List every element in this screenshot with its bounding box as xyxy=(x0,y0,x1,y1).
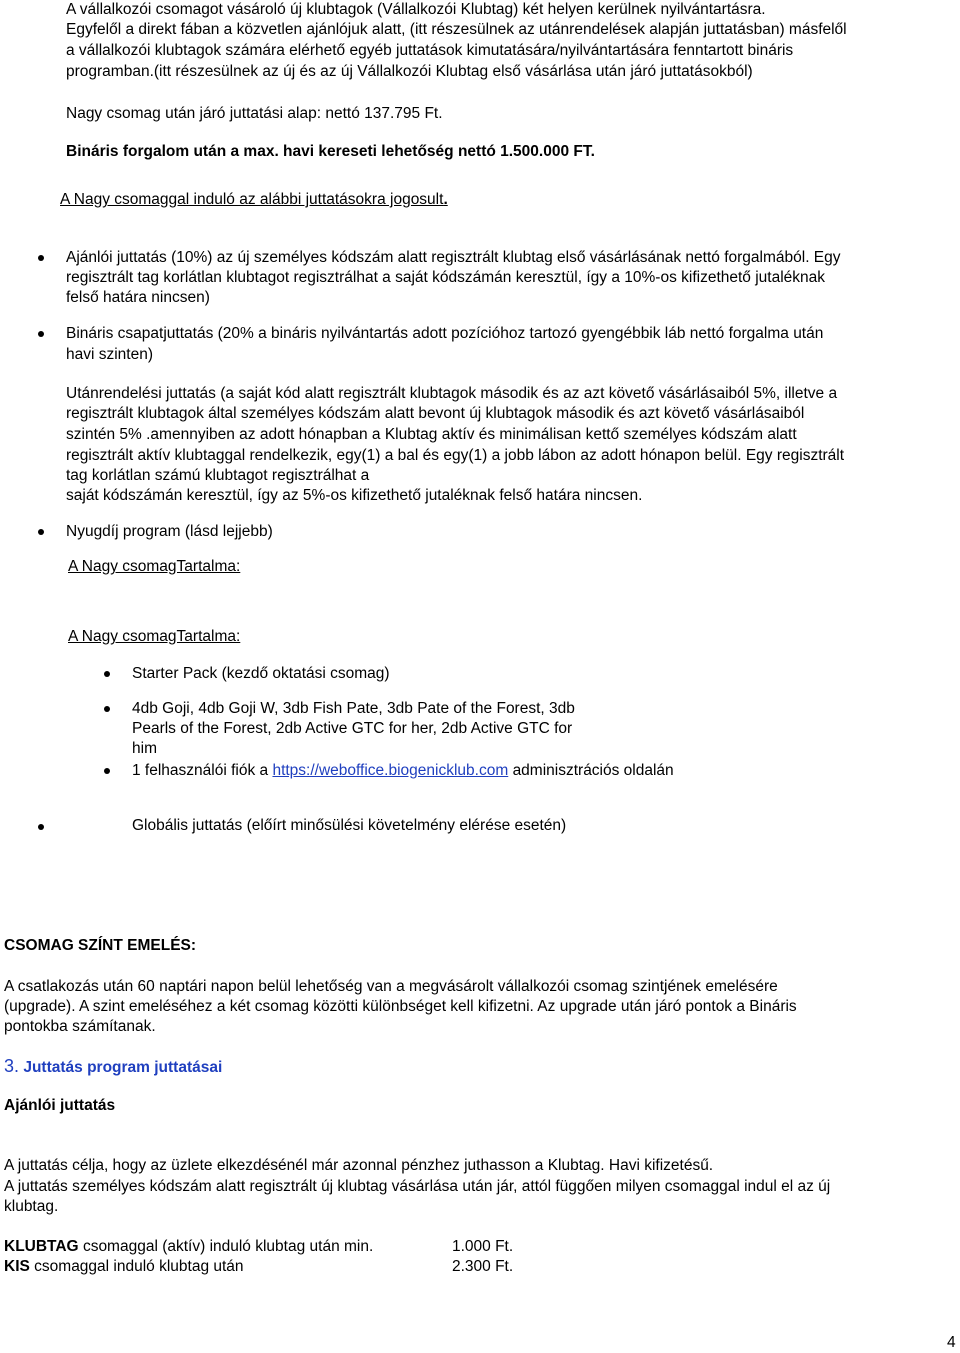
content-account xyxy=(132,761,674,781)
benefit-1-line-1: Ajánlói juttatás (10%) az új személyes kódszám alatt regisztrált klubtag első vásárlásának nettó forgalmából. Egy xyxy=(66,249,841,266)
package-desc: csomaggal (aktív) induló klubtag után min. xyxy=(82,1238,374,1255)
upgrade-heading: CSOMAG SZÍNT EMELÉS: xyxy=(4,937,197,954)
content-products-line-1: 4db Goji, 4db Goji W, 3db Fish Pate, 3db Pate of the Forest, 3db xyxy=(132,700,575,717)
binary-max-line: Bináris forgalom után a max. havi kereseti lehetőség nettó 1.500.000 FT. xyxy=(66,143,595,160)
eligibility-heading-text: A Nagy csomaggal induló az alábbi juttatásokra jogosult xyxy=(60,191,444,208)
content-heading-1: A Nagy csomagTartalma: xyxy=(68,558,241,575)
bullet-icon xyxy=(38,529,44,535)
upgrade-line-2: (upgrade). A szint emeléséhez a két csomag közötti különbséget kell kifizetni. Az upgrade után járó pontok a Bináris xyxy=(4,998,797,1015)
upgrade-line-3: pontokba számítanak. xyxy=(4,1018,156,1035)
benefit-1-line-3: felső határa nincsen) xyxy=(66,289,210,306)
account-prefix: 1 felhasználói fiók a xyxy=(132,762,269,779)
section-3-title: Juttatás program juttatásai xyxy=(23,1059,223,1076)
bullet-icon xyxy=(38,255,44,261)
reorder-line-2: regisztrált klubtagok által személyes kódszám alatt bevont új klubtagok második és azt követő vásárlásaiból xyxy=(66,405,805,422)
package-amount: 1.000 Ft. xyxy=(452,1238,514,1255)
referral-line-2: A juttatás személyes kódszám alatt regisztrált új klubtag vásárlása után jár, attól függően milyen csomaggal indul el az új xyxy=(4,1178,831,1195)
bullet-icon xyxy=(38,331,44,337)
intro-line-3: a vállalkozói klubtagok számára elérhető egyéb juttatások kimutatására/nyilvántartására fenntartott bináris xyxy=(66,42,794,59)
reorder-line-1: Utánrendelési juttatás (a saját kód alatt regisztrált klubtagok második és az azt követő vásárlásaiból 5%, illetve a xyxy=(66,385,838,402)
package-name: KLUBTAG xyxy=(4,1238,79,1255)
reorder-line-5: tag korlátlan számú klubtagot regisztrálhat a xyxy=(66,467,370,484)
content-starter-pack: Starter Pack (kezdő oktatási csomag) xyxy=(132,665,390,682)
benefit-2-line-1: Bináris csapatjuttatás (20% a bináris nyilvántartás adott pozícióhoz tartozó gyengébbik láb nettó forgalma után xyxy=(66,325,824,342)
page-number: 4 xyxy=(947,1334,956,1351)
package-row xyxy=(4,1237,373,1257)
eligibility-heading xyxy=(60,190,448,210)
benefit-1-line-2: regisztrált tag korlátlan klubtagot regisztrálhat a saját kódszámán keresztül, így a 10%-os kifizethető jutaléknak xyxy=(66,269,826,286)
package-row xyxy=(4,1257,244,1277)
eligibility-heading-dot: . xyxy=(443,191,448,208)
benefit-2-line-2: havi szinten) xyxy=(66,346,154,363)
bullet-icon xyxy=(38,824,44,830)
section-3-number: 3. xyxy=(4,1056,20,1076)
bullet-icon xyxy=(104,706,110,712)
bullet-icon xyxy=(104,671,110,677)
account-suffix: adminisztrációs oldalán xyxy=(512,762,674,779)
pension-item: Nyugdíj program (lásd lejjebb) xyxy=(66,523,273,540)
intro-line-4: programban.(itt részesülnek az új és az új Vállalkozói Klubtag első vásárlása után járó juttatásokból) xyxy=(66,63,753,80)
section-3-heading xyxy=(4,1056,222,1078)
upgrade-line-1: A csatlakozás után 60 naptári napon belül lehetőség van a megvásárolt vállalkozói csomag szintjének emelésére xyxy=(4,978,778,995)
base-amount-line: Nagy csomag után járó juttatási alap: nettó 137.795 Ft. xyxy=(66,105,443,122)
content-products-line-3: him xyxy=(132,740,157,757)
referral-heading: Ajánlói juttatás xyxy=(4,1097,116,1114)
reorder-line-6: saját kódszámán keresztül, így az 5%-os kifizethető jutaléknak felső határa nincsen. xyxy=(66,487,643,504)
referral-line-3: klubtag. xyxy=(4,1198,59,1215)
bullet-icon xyxy=(104,768,110,774)
intro-line-1: A vállalkozói csomagot vásároló új klubtagok (Vállalkozói Klubtag) két helyen kerülnek nyilvántartásra. xyxy=(66,1,766,18)
content-heading-2 xyxy=(68,627,256,647)
content-heading-2-text: A Nagy csomagTartalma: xyxy=(68,628,241,645)
weboffice-link[interactable]: https://weboffice.biogenicklub.com xyxy=(272,762,509,779)
package-amount: 2.300 Ft. xyxy=(452,1258,514,1275)
intro-line-2: Egyfelől a direkt fában a közvetlen ajánlójuk alatt, (itt részesülnek az utánrendelések alapján juttatásban) másfelől xyxy=(66,21,847,38)
content-products-line-2: Pearls of the Forest, 2db Active GTC for her, 2db Active GTC for xyxy=(132,720,573,737)
reorder-line-4: regisztrált aktív klubtaggal rendelkezik, egy(1) a bal és egy(1) a jobb lábon az adott hónapon belül. Egy regisztrált xyxy=(66,447,845,464)
reorder-line-3: szintén 5% .amennyiben az adott hónapban a Klubtag aktív és minimálisan kettő személyes kódszám alatt xyxy=(66,426,797,443)
global-benefit-item: Globális juttatás (előírt minősülési követelmény elérése esetén) xyxy=(132,817,567,834)
package-name: KIS xyxy=(4,1258,30,1275)
referral-line-1: A juttatás célja, hogy az üzlete elkezdésénél már azonnal pénzhez juthasson a Klubtag. Havi kifizetésű. xyxy=(4,1157,714,1174)
package-desc: csomaggal induló klubtag után xyxy=(34,1258,244,1275)
